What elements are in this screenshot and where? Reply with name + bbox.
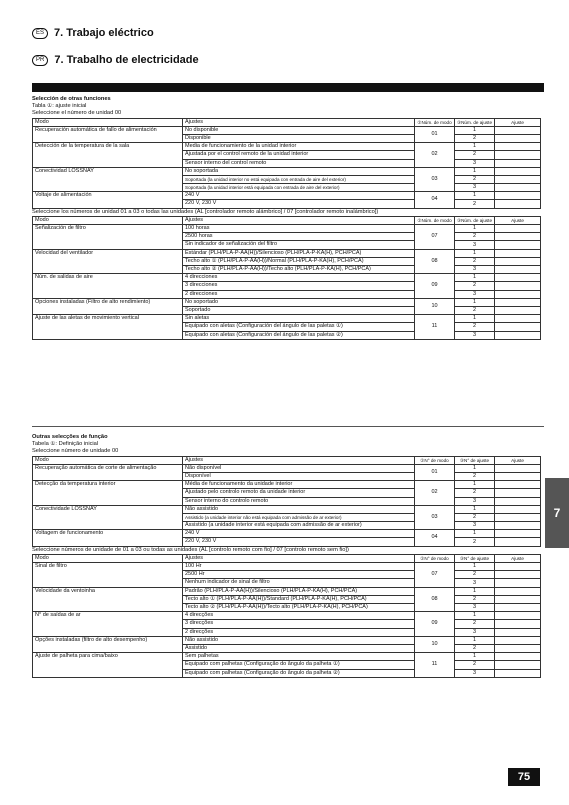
setting-number-cell: 2 xyxy=(455,257,495,265)
column-header: ③N° de ajuste xyxy=(455,456,495,464)
setting-number-cell: 1 xyxy=(455,274,495,282)
setting-cell: No disponible xyxy=(183,126,415,134)
column-header: ②N° de modo xyxy=(415,456,455,464)
table-row xyxy=(33,505,541,513)
table-row xyxy=(33,249,541,257)
es-table2 xyxy=(32,216,540,340)
column-header: ②N° de modo xyxy=(415,554,455,562)
check-cell[interactable] xyxy=(495,315,541,323)
check-cell[interactable] xyxy=(495,538,541,546)
setting-cell: Sensor interno do controlo remoto xyxy=(183,497,415,505)
mode-number-cell: 02 xyxy=(415,143,455,168)
table-row xyxy=(33,653,541,661)
es-title: 7. Trabajo eléctrico xyxy=(54,27,154,39)
setting-cell: Techo alto ② (PLH/PLA-P-AA(H))/Techo alto (PLH/PLA-P-KA(H), PCH/PCA) xyxy=(183,266,415,274)
mode-number-cell: 08 xyxy=(415,249,455,274)
setting-number-cell: 3 xyxy=(455,266,495,274)
check-cell[interactable] xyxy=(495,644,541,652)
check-cell[interactable] xyxy=(495,298,541,306)
page-number: 75 xyxy=(508,768,540,786)
mode-number-cell: 02 xyxy=(415,481,455,506)
setting-cell: Ajustado pelo controlo remoto da unidade interior xyxy=(183,489,415,497)
check-cell[interactable] xyxy=(495,306,541,314)
mode-cell: N° de saídas de ar xyxy=(33,612,183,637)
check-cell[interactable] xyxy=(495,282,541,290)
setting-cell: 220 V, 230 V xyxy=(183,200,415,208)
table-row xyxy=(33,481,541,489)
mode-cell: Velocidad del ventilador xyxy=(33,249,183,274)
check-cell[interactable] xyxy=(495,620,541,628)
setting-cell: Assistido (a unidade interior está equipada com admissão de ar exterior) xyxy=(183,522,415,530)
setting-cell: Equipado con aletas (Configuración del ángulo de las paletas ②) xyxy=(183,331,415,339)
column-header: ②Núm. de modo xyxy=(415,118,455,126)
header-bar xyxy=(32,83,544,92)
table-row xyxy=(33,530,541,538)
setting-cell: 4 direcções xyxy=(183,612,415,620)
mode-number-cell: 10 xyxy=(415,636,455,652)
table-header-row xyxy=(33,554,541,562)
setting-cell: Disponible xyxy=(183,134,415,142)
setting-cell: 220 V, 230 V xyxy=(183,538,415,546)
setting-number-cell: 1 xyxy=(455,167,495,175)
table-row xyxy=(33,636,541,644)
check-cell[interactable] xyxy=(495,579,541,587)
setting-number-cell: 1 xyxy=(455,612,495,620)
column-header: Ajuste xyxy=(495,216,541,224)
mode-cell: Detección de la temperatura de la sala xyxy=(33,143,183,168)
setting-cell: 100 Hr xyxy=(183,563,415,571)
column-header: ③N° de ajuste xyxy=(455,554,495,562)
check-cell[interactable] xyxy=(495,653,541,661)
check-cell[interactable] xyxy=(495,481,541,489)
setting-cell: Equipado con aletas (Configuración del ángulo de las paletas ①) xyxy=(183,323,415,331)
setting-cell: Soportado xyxy=(183,306,415,314)
setting-cell: Nenhum indicador de sinal de filtro xyxy=(183,579,415,587)
check-cell[interactable] xyxy=(495,464,541,472)
setting-number-cell: 2 xyxy=(455,571,495,579)
es-language-badge: ES xyxy=(32,28,48,39)
mode-number-cell: 01 xyxy=(415,126,455,142)
setting-cell: Tecto alto ① (PLH/PLA-P-AA(H))/Standard (PLH/PLA-P-KA(H), PCH/PCA) xyxy=(183,595,415,603)
setting-number-cell: 1 xyxy=(455,249,495,257)
check-cell[interactable] xyxy=(495,669,541,677)
setting-number-cell: 1 xyxy=(455,636,495,644)
check-cell[interactable] xyxy=(495,513,541,521)
check-cell[interactable] xyxy=(495,612,541,620)
setting-cell: Media de funcionamiento de la unidad interior xyxy=(183,143,415,151)
column-header: Ajuste xyxy=(495,554,541,562)
setting-cell: 240 V xyxy=(183,530,415,538)
mode-cell: Señalización de filtro xyxy=(33,225,183,250)
mode-cell: Voltagem de funcionamento xyxy=(33,530,183,546)
setting-cell: 4 direcciones xyxy=(183,274,415,282)
setting-cell: Sin aletas xyxy=(183,315,415,323)
setting-number-cell: 1 xyxy=(455,192,495,200)
pr-title: 7. Trabalho de electricidade xyxy=(54,54,199,66)
check-cell[interactable] xyxy=(495,505,541,513)
table-row xyxy=(33,143,541,151)
setting-number-cell: 2 xyxy=(455,151,495,159)
check-cell[interactable] xyxy=(495,134,541,142)
setting-cell: Sem palhetas xyxy=(183,653,415,661)
es-heading xyxy=(32,27,154,39)
check-cell[interactable] xyxy=(495,249,541,257)
setting-number-cell: 1 xyxy=(455,587,495,595)
setting-cell: Padrão (PLH/PLA-P-AA(H))/Silencioso (PLH/PLA-P-KA(H), PCH/PCA) xyxy=(183,587,415,595)
column-header: Modo xyxy=(33,554,183,562)
check-cell[interactable] xyxy=(495,563,541,571)
table-header-row xyxy=(33,118,541,126)
table-row xyxy=(33,274,541,282)
setting-cell: 3 direcciones xyxy=(183,282,415,290)
setting-cell: Não assistido xyxy=(183,505,415,513)
mode-cell: Núm. de salidas de aire xyxy=(33,274,183,299)
check-cell[interactable] xyxy=(495,595,541,603)
mode-number-cell: 11 xyxy=(415,653,455,678)
es-section-title: Selección de otras funciones xyxy=(32,96,111,102)
mode-number-cell: 11 xyxy=(415,315,455,340)
table-row xyxy=(33,298,541,306)
pr-language-badge: PR xyxy=(32,55,48,66)
column-header: Ajustes xyxy=(183,118,415,126)
setting-number-cell: 2 xyxy=(455,306,495,314)
check-cell[interactable] xyxy=(495,184,541,192)
setting-number-cell: 2 xyxy=(455,472,495,480)
pr-unit-select-2: Seleccione números de unidade de 01 a 03 ou todas as unidades (AL [controlo remoto com fio] / 07 [controlo remoto sem fio]) xyxy=(32,546,349,553)
check-cell[interactable] xyxy=(495,200,541,208)
setting-number-cell: 2 xyxy=(455,282,495,290)
check-cell[interactable] xyxy=(495,661,541,669)
setting-number-cell: 2 xyxy=(455,233,495,241)
column-header: Modo xyxy=(33,216,183,224)
settings-table xyxy=(32,456,541,547)
setting-number-cell: 3 xyxy=(455,522,495,530)
setting-cell: No soportada xyxy=(183,167,415,175)
es-unit-select: Seleccione el número de unidad 00 xyxy=(32,110,122,117)
setting-cell: No soportado xyxy=(183,298,415,306)
setting-number-cell: 2 xyxy=(455,513,495,521)
mode-cell: Ajuste de palheta para cima/baixo xyxy=(33,653,183,678)
mode-cell: Velocidade da ventoinha xyxy=(33,587,183,612)
setting-cell: Estándar (PLH/PLA-P-AA(H))/Silencioso (PLH/PLA-P-KA(H), PCH/PCA) xyxy=(183,249,415,257)
check-cell[interactable] xyxy=(495,274,541,282)
table-row xyxy=(33,126,541,134)
setting-number-cell: 3 xyxy=(455,628,495,636)
setting-cell: Equipado com palhetas (Configuração do ângulo da palheta ①) xyxy=(183,661,415,669)
setting-number-cell: 1 xyxy=(455,505,495,513)
setting-number-cell: 2 xyxy=(455,620,495,628)
setting-cell: Assistido xyxy=(183,644,415,652)
setting-number-cell: 3 xyxy=(455,669,495,677)
settings-table xyxy=(32,216,541,340)
mode-cell: Ajuste de las aletas de movimiento vertical xyxy=(33,315,183,340)
column-header: Modo xyxy=(33,456,183,464)
setting-number-cell: 1 xyxy=(455,653,495,661)
setting-number-cell: 2 xyxy=(455,134,495,142)
setting-number-cell: 1 xyxy=(455,563,495,571)
setting-number-cell: 3 xyxy=(455,290,495,298)
mode-cell: Conectividade LOSSNAY xyxy=(33,505,183,530)
column-header: Ajustes xyxy=(183,554,415,562)
pr-section-title: Outras selecções de função xyxy=(32,434,108,440)
setting-cell: 2500 horas xyxy=(183,233,415,241)
setting-number-cell: 1 xyxy=(455,315,495,323)
check-cell[interactable] xyxy=(495,522,541,530)
setting-cell: Média de funcionamento da unidade interior xyxy=(183,481,415,489)
setting-cell: Não assistido xyxy=(183,636,415,644)
setting-cell: Assistido (a unidade interior não está equipada com admissão de ar exterior) xyxy=(183,513,415,521)
setting-number-cell: 1 xyxy=(455,298,495,306)
check-cell[interactable] xyxy=(495,241,541,249)
setting-cell: 2500 Hr xyxy=(183,571,415,579)
table-row xyxy=(33,315,541,323)
section-divider xyxy=(32,426,544,427)
mode-cell: Recuperação automática de corte de alimentação xyxy=(33,464,183,480)
table-header-row xyxy=(33,456,541,464)
setting-number-cell: 1 xyxy=(455,530,495,538)
mode-cell: Opções instaladas (filtro de alto desempenho) xyxy=(33,636,183,652)
mode-cell: Sinal de filtro xyxy=(33,563,183,588)
setting-cell: Sin indicador de señalización del filtro xyxy=(183,241,415,249)
check-cell[interactable] xyxy=(495,530,541,538)
setting-number-cell: 2 xyxy=(455,489,495,497)
es-unit-select-2: Seleccione los números de unidad 01 a 03 o todas las unidades (AL [controlador remoto alámbrico] / 07 [controlador remoto inalámbrico]) xyxy=(32,208,379,215)
check-cell[interactable] xyxy=(495,331,541,339)
mode-number-cell: 09 xyxy=(415,612,455,637)
table-row xyxy=(33,225,541,233)
mode-cell: Opciones instaladas (Filtro de alto rendimiento) xyxy=(33,298,183,314)
mode-cell: Conectividad LOSSNAY xyxy=(33,167,183,192)
mode-cell: Recuperación automática de fallo de alimentación xyxy=(33,126,183,142)
setting-cell: Techo alto ① (PLH/PLA-P-AA(H))/Normal (PLH/PLA-P-KA(H), PCH/PCA) xyxy=(183,257,415,265)
check-cell[interactable] xyxy=(495,571,541,579)
pr-table-note: Tabela ①: Definição inicial xyxy=(32,441,99,448)
table-row xyxy=(33,587,541,595)
setting-cell: Disponível xyxy=(183,472,415,480)
setting-cell: Tecto alto ② (PLH/PLA-P-AA(H))/Tecto alto (PLH/PLA-P-KA(H), PCH/PCA) xyxy=(183,604,415,612)
check-cell[interactable] xyxy=(495,143,541,151)
setting-number-cell: 3 xyxy=(455,604,495,612)
check-cell[interactable] xyxy=(495,323,541,331)
setting-number-cell: 2 xyxy=(455,200,495,208)
table-row xyxy=(33,192,541,200)
setting-cell: Soportada (la unidad interior está equipada con entrada de aire del exterior) xyxy=(183,184,415,192)
check-cell[interactable] xyxy=(495,587,541,595)
setting-number-cell: 3 xyxy=(455,159,495,167)
setting-number-cell: 1 xyxy=(455,143,495,151)
column-header: Ajustes xyxy=(183,216,415,224)
table-row xyxy=(33,464,541,472)
setting-number-cell: 3 xyxy=(455,241,495,249)
setting-cell: Sensor interno del control remoto xyxy=(183,159,415,167)
setting-number-cell: 3 xyxy=(455,579,495,587)
setting-cell: 2 direcciones xyxy=(183,290,415,298)
mode-number-cell: 10 xyxy=(415,298,455,314)
chapter-tab: 7 xyxy=(545,478,569,548)
mode-number-cell: 07 xyxy=(415,563,455,588)
column-header: Modo xyxy=(33,118,183,126)
settings-table xyxy=(32,118,541,209)
mode-number-cell: 07 xyxy=(415,225,455,250)
setting-cell: Não disponível xyxy=(183,464,415,472)
check-cell[interactable] xyxy=(495,497,541,505)
setting-number-cell: 1 xyxy=(455,464,495,472)
check-cell[interactable] xyxy=(495,175,541,183)
check-cell[interactable] xyxy=(495,151,541,159)
setting-number-cell: 2 xyxy=(455,538,495,546)
pr-unit-select: Seleccione número de unidade 00 xyxy=(32,448,119,455)
mode-number-cell: 09 xyxy=(415,274,455,299)
pr-section xyxy=(32,434,540,678)
check-cell[interactable] xyxy=(495,233,541,241)
column-header: Ajustes xyxy=(183,456,415,464)
setting-cell: 3 direcções xyxy=(183,620,415,628)
pr-table2 xyxy=(32,554,540,678)
check-cell[interactable] xyxy=(495,257,541,265)
check-cell[interactable] xyxy=(495,192,541,200)
setting-number-cell: 2 xyxy=(455,644,495,652)
check-cell[interactable] xyxy=(495,126,541,134)
mode-cell: Detecção da temperatura interior xyxy=(33,481,183,506)
setting-cell: 100 horas xyxy=(183,225,415,233)
es-table-note: Tabla ①: ajuste inicial xyxy=(32,103,87,110)
setting-cell: Ajustada por el control remoto de la unidad interior xyxy=(183,151,415,159)
check-cell[interactable] xyxy=(495,628,541,636)
setting-cell: Soportada (la unidad interior no está equipada con entrada de aire del exterior) xyxy=(183,175,415,183)
check-cell[interactable] xyxy=(495,604,541,612)
setting-number-cell: 3 xyxy=(455,331,495,339)
setting-number-cell: 3 xyxy=(455,497,495,505)
column-header: Ajuste xyxy=(495,456,541,464)
setting-cell: 2 direcções xyxy=(183,628,415,636)
mode-number-cell: 03 xyxy=(415,505,455,530)
check-cell[interactable] xyxy=(495,472,541,480)
setting-cell: Equipado com palhetas (Configuração do ângulo da palheta ②) xyxy=(183,669,415,677)
es-table1 xyxy=(32,118,540,209)
settings-table xyxy=(32,554,541,678)
check-cell[interactable] xyxy=(495,266,541,274)
setting-number-cell: 2 xyxy=(455,175,495,183)
mode-number-cell: 04 xyxy=(415,192,455,208)
setting-number-cell: 3 xyxy=(455,184,495,192)
mode-cell: Voltaje de alimentación xyxy=(33,192,183,208)
setting-number-cell: 2 xyxy=(455,661,495,669)
check-cell[interactable] xyxy=(495,167,541,175)
check-cell[interactable] xyxy=(495,636,541,644)
setting-cell: 240 V xyxy=(183,192,415,200)
mode-number-cell: 01 xyxy=(415,464,455,480)
pr-table1 xyxy=(32,456,540,547)
check-cell[interactable] xyxy=(495,489,541,497)
setting-number-cell: 1 xyxy=(455,225,495,233)
mode-number-cell: 03 xyxy=(415,167,455,192)
column-header: ③Núm. de ajuste xyxy=(455,216,495,224)
setting-number-cell: 1 xyxy=(455,481,495,489)
setting-number-cell: 2 xyxy=(455,323,495,331)
check-cell[interactable] xyxy=(495,159,541,167)
table-header-row xyxy=(33,216,541,224)
setting-number-cell: 2 xyxy=(455,595,495,603)
mode-number-cell: 08 xyxy=(415,587,455,612)
column-header: ③Núm. de ajuste xyxy=(455,118,495,126)
setting-number-cell: 1 xyxy=(455,126,495,134)
table-row xyxy=(33,563,541,571)
check-cell[interactable] xyxy=(495,225,541,233)
table-row xyxy=(33,167,541,175)
column-header: Ajuste xyxy=(495,118,541,126)
table-row xyxy=(33,612,541,620)
check-cell[interactable] xyxy=(495,290,541,298)
column-header: ②Núm. de modo xyxy=(415,216,455,224)
pr-heading xyxy=(32,54,199,66)
es-section xyxy=(32,96,540,340)
mode-number-cell: 04 xyxy=(415,530,455,546)
